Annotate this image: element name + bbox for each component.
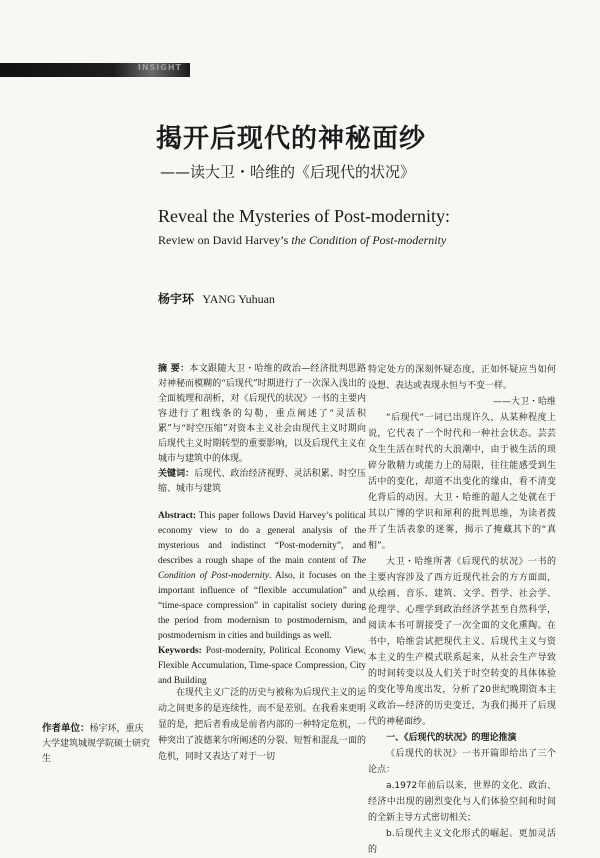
abstract-cn [158, 362, 366, 467]
body-paragraph-1: “后现代”一词已出现许久，从某种程度上说，它代表了一个时代和一种社会状态。芸芸众生生活在时代的大浪潮中，由于被生活的琐碎分散精力或能力上的局限，往往能感受到生活中的变化，却道不出变化的缘由，看不清变化背后的动因。大卫・哈维的超人之处就在于其以广博的学识和犀利的批判思维，为读者拨开了生活表象的迷雾，揭示了掩藏其下的“真相”。 [368, 413, 556, 551]
epigraph-quote: 特定处方的深刻怀疑态度，正如怀疑应当如何设想、表达或表现永恒与不变一样。 [368, 365, 556, 391]
body-left-column [158, 685, 366, 765]
keywords-en [158, 644, 366, 689]
abstract-en [158, 509, 366, 644]
abstract-en-text-2: . Also, it focuses on the important influence of “flexible accumulation” and “time-space compression” in capitalist society during the period from modernism to postmodernism, and postmodernism in cities and buildings as well. [158, 571, 366, 641]
abstract-column [158, 362, 366, 689]
body-paragraph-2: 大卫・哈维所著《后现代的状况》一书的主要内容涉及了西方近现代社会的方方面面，从绘画、音乐、建筑、文学、哲学、社会学、伦理学、心理学到政治经济学甚至自然科学，阅读本书可谓接受了一次全面的文化熏陶。在书中，哈维尝试把现代主义、后现代主义与资本主义的生产模式联系起来，从社会生产导致的时间转变以及人们关于时空转变的具体体验的变化等角度出发，分析了20世纪晚期资本主义政治—经济的历史变迁，为我们揭开了后现代的神秘面纱。 [368, 557, 556, 727]
keywords-cn [158, 467, 366, 497]
section-heading: 一、《后现代的状况》的理论推演 [386, 733, 517, 743]
english-subtitle-prefix: Review on David Harvey’s [158, 233, 292, 247]
body-paragraph-3: 《后现代的状况》一书开篇即给出了三个论点： [368, 749, 556, 775]
author-name-en: YANG Yuhuan [202, 292, 275, 306]
thesis-a: a.1972年前后以来，世界的文化、政治、经济中出现的剧烈变化与人们体验空间和时间的全新主导方式密切相关； [368, 781, 556, 823]
abstract-en-book: The Condition of Post-modernity [158, 556, 366, 581]
keywords-cn-text: 后现代、政治经济视野、灵活积累、时空压缩、城市与建筑 [158, 469, 366, 494]
header-band [0, 63, 190, 77]
author-affiliation [42, 721, 152, 767]
keywords-cn-label: 关键词： [158, 469, 195, 479]
header-band-label: INSIGHT [137, 63, 182, 72]
english-title: Reveal the Mysteries of Post-modernity: [158, 206, 450, 226]
body-left-paragraph: 在现代主义广泛的历史与被称为后现代主义的运动之间更多的是连续性，而不是差别。在我看来更明显的是，把后者看成是前者内部的一种特定危机，一种突出了波德莱尔所阐述的分裂、短暂和混乱一面的危机，同时又表达了对于一切 [158, 688, 366, 762]
keywords-en-text: Post-modernity, Political Economy View, Flexible Accumulation, Time-space Compression, City and Building [158, 646, 366, 686]
abstract-en-label: Abstract: [158, 511, 197, 521]
body-right-column [368, 362, 556, 858]
thesis-b: b.后现代主义文化形式的崛起、更加灵活的 [368, 829, 556, 855]
english-subtitle-book: the Condition of Post-modernity [291, 233, 447, 247]
abstract-cn-text: 本文跟随大卫・哈维的政治—经济批判思路对神秘而模糊的“后现代”时期进行了一次深入浅出的全面梳理和剖析，对《后现代的状况》一书的主要内容进行了粗线条的勾勒，重点阐述了“灵活积累”与“时空压缩”对资本主义社会由现代主义时期向后现代主义时期转型的重要影响，以及后现代主义在城市与建筑中的体现。 [158, 364, 366, 464]
english-subtitle [158, 233, 446, 248]
chinese-subtitle: ——读大卫・哈维的《后现代的状况》 [160, 163, 416, 181]
epigraph-signature: ——大卫・哈维 [492, 397, 556, 407]
author-line [158, 290, 275, 307]
chinese-title: 揭开后现代的神秘面纱 [156, 124, 427, 154]
abstract-cn-label: 摘 要： [158, 364, 190, 374]
keywords-en-label: Keywords: [158, 646, 202, 656]
affiliation-label: 作者单位： [42, 723, 90, 734]
author-name-cn: 杨宇环 [158, 292, 195, 306]
abstract-en-text-1: This paper follows David Harvey’s political economy view to do a general analysis of the mysterious and indistinct “Post-modernity”, and describes a rough shape of the main content of [158, 511, 366, 566]
affiliation-text: 杨宇环，重庆大学建筑城规学院硕士研究生 [42, 724, 151, 764]
